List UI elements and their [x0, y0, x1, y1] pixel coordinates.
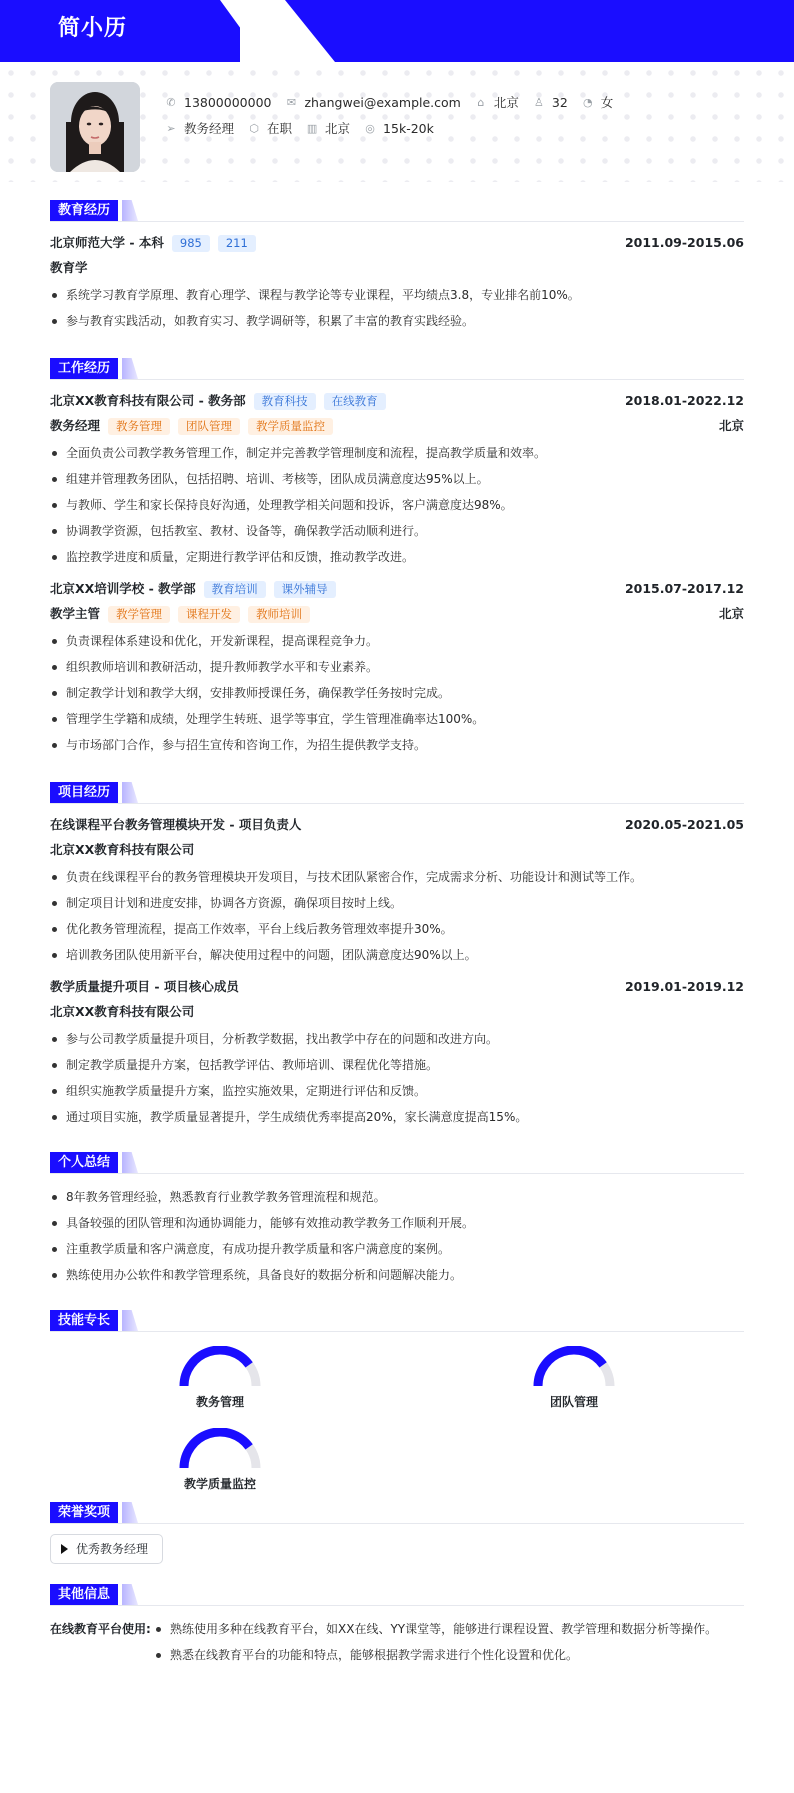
target-city-text: 北京	[325, 121, 351, 136]
bullet-list	[50, 864, 744, 968]
list-item: 通过项目实施，教学质量显著提升，学生成绩优秀率提高20%，家长满意度提高15%。	[50, 1104, 744, 1130]
skills-header	[50, 1310, 744, 1332]
award-chip	[50, 1534, 163, 1564]
list-item: 8年教务管理经验，熟悉教育行业教学教务管理流程和规范。	[50, 1184, 744, 1210]
list-item: 组织实施教学质量提升方案，监控实施效果，定期进行评估和反馈。	[50, 1078, 744, 1104]
list-item: 制定项目计划和进度安排，协调各方资源，确保项目按时上线。	[50, 890, 744, 916]
company-name: 北京XX培训学校 - 教学部	[50, 581, 196, 597]
phone-item	[165, 94, 271, 112]
other-section	[0, 1584, 794, 1668]
school-name: 北京师范大学 - 本科	[50, 235, 164, 251]
list-item: 熟悉在线教育平台的功能和特点，能够根据教学需求进行个性化设置和优化。	[154, 1642, 717, 1668]
skills-section	[0, 1310, 794, 1492]
honors-header	[50, 1502, 744, 1524]
age-text: 32	[551, 95, 568, 110]
skill-label: 教学质量监控	[183, 1477, 256, 1491]
send-icon: ➢	[166, 121, 176, 135]
list-item: 监控教学进度和质量，定期进行教学评估和反馈，推动教学改进。	[50, 544, 744, 570]
gender-item	[582, 94, 614, 112]
date-range: 2019.01-2019.12	[624, 979, 744, 995]
skill-badge: 团队管理	[178, 418, 240, 435]
projects-section	[0, 782, 794, 1130]
skill-gauge	[175, 1428, 265, 1472]
skill-label: 教务管理	[195, 1395, 244, 1409]
job-location: 北京	[718, 418, 744, 434]
tag-badge: 教育培训	[204, 581, 266, 598]
phone-text: 13800000000	[184, 95, 272, 110]
project-company: 北京XX教育科技有限公司	[50, 842, 195, 858]
skill-label: 团队管理	[549, 1395, 598, 1409]
building-icon: ▥	[306, 121, 318, 135]
job-location: 北京	[718, 606, 744, 622]
date-range: 2020.05-2021.05	[624, 817, 744, 833]
app-title: 简小历	[58, 16, 128, 41]
skill-badge: 教学管理	[108, 606, 170, 623]
tag-badge: 在线教育	[324, 393, 386, 410]
summary-section	[0, 1152, 794, 1288]
summary-header	[50, 1152, 744, 1174]
skill-badge: 教务管理	[108, 418, 170, 435]
profile-card	[0, 62, 794, 182]
section-title-accent	[122, 358, 138, 379]
bullet-list	[50, 440, 744, 570]
bullet-list	[50, 1026, 744, 1130]
section-title-accent	[122, 1152, 138, 1173]
target-role-text: 教务经理	[184, 121, 235, 136]
target-city-item	[306, 120, 350, 138]
list-item: 具备较强的团队管理和沟通协调能力，能够有效推动教学教务工作顺利开展。	[50, 1210, 744, 1236]
section-title-accent	[122, 1584, 138, 1605]
honors-section	[0, 1502, 794, 1564]
list-item: 全面负责公司教学教务管理工作，制定并完善教学管理制度和流程，提高教学质量和效率。	[50, 440, 744, 466]
profile-row-intent	[165, 120, 448, 138]
education-header	[50, 200, 744, 222]
project-name: 在线课程平台教务管理模块开发 - 项目负责人	[50, 817, 302, 833]
city-text: 北京	[493, 95, 519, 110]
tag-badge: 课外辅导	[274, 581, 336, 598]
skill-badge: 课程开发	[178, 606, 240, 623]
banner-fill-right	[240, 0, 794, 62]
section-title-accent	[122, 782, 138, 803]
date-range: 2018.01-2022.12	[624, 393, 744, 409]
tag-badge: 教育科技	[254, 393, 316, 410]
list-item: 系统学习教育学原理、教育心理学、课程与教学论等专业课程，平均绩点3.8，专业排名前10%。	[50, 282, 744, 308]
list-item: 熟练使用办公软件和教学管理系统，具备良好的数据分析和问题解决能力。	[50, 1262, 744, 1288]
section-title: 技能专长	[50, 1310, 118, 1331]
list-item: 管理学生学籍和成绩，处理学生转班、退学等事宜，学生管理准确率达100%。	[50, 706, 744, 732]
gender-text: 女	[600, 95, 614, 110]
salary-item	[364, 120, 434, 138]
skill-badge: 教师培训	[248, 606, 310, 623]
bullet-list	[50, 628, 744, 758]
job-role: 教务经理	[50, 418, 101, 434]
other-label: 在线教育平台使用:	[50, 1622, 151, 1636]
gender-icon: ◔	[582, 95, 593, 109]
list-item: 熟练使用多种在线教育平台，如XX在线、YY课堂等，能够进行课程设置、教学管理和数据分析等操作。	[154, 1616, 717, 1642]
other-row	[50, 1616, 744, 1668]
section-title: 工作经历	[50, 358, 118, 379]
skill-item	[504, 1346, 644, 1411]
list-item: 负责在线课程平台的教务管理模块开发项目，与技术团队紧密合作，完成需求分析、功能设计和测试等工作。	[50, 864, 744, 890]
date-range: 2011.09-2015.06	[624, 235, 744, 251]
list-item: 组织教师培训和教研活动，提升教师教学水平和专业素养。	[50, 654, 744, 680]
skills-grid	[50, 1342, 744, 1492]
bullet-list	[154, 1616, 717, 1668]
work-section	[0, 358, 794, 758]
skill-item	[150, 1428, 290, 1493]
hexagon-icon: ⬡	[249, 121, 259, 135]
award-label: 优秀教务经理	[76, 1541, 149, 1556]
section-title: 其他信息	[50, 1584, 118, 1605]
company-name: 北京XX教育科技有限公司 - 教务部	[50, 393, 246, 409]
other-header	[50, 1584, 744, 1606]
education-section	[0, 200, 794, 334]
list-item: 注重教学质量和客户满意度，有成功提升教学质量和客户满意度的案例。	[50, 1236, 744, 1262]
job-role: 教学主管	[50, 606, 101, 622]
section-title-accent	[122, 1310, 138, 1331]
mail-icon: ✉	[286, 95, 297, 109]
skill-gauge	[529, 1346, 619, 1390]
section-title: 教育经历	[50, 200, 118, 221]
list-item: 负责课程体系建设和优化，开发新课程，提高课程竞争力。	[50, 628, 744, 654]
bullet-list	[50, 1184, 744, 1288]
salary-text: 15k-20k	[383, 121, 434, 136]
play-icon	[61, 1544, 68, 1554]
list-item: 与教师、学生和家长保持良好沟通，处理教学相关问题和投诉，客户满意度达98%。	[50, 492, 744, 518]
skill-item	[150, 1346, 290, 1411]
profile-row-contact	[165, 94, 627, 112]
list-item: 组建并管理教务团队，包括招聘、培训、考核等，团队成员满意度达95%以上。	[50, 466, 744, 492]
project-company: 北京XX教育科技有限公司	[50, 1004, 195, 1020]
skill-gauge	[175, 1346, 265, 1390]
target-role-item	[165, 120, 234, 138]
section-title-accent	[122, 200, 138, 221]
projects-header	[50, 782, 744, 804]
list-item: 参与公司教学质量提升项目，分析教学数据，找出教学中存在的问题和改进方向。	[50, 1026, 744, 1052]
bullet-list	[50, 282, 744, 334]
avatar	[50, 82, 140, 172]
date-range: 2015.07-2017.12	[624, 581, 744, 597]
status-item	[248, 120, 292, 138]
list-item: 培训教务团队使用新平台，解决使用过程中的问题，团队满意度达90%以上。	[50, 942, 744, 968]
list-item: 制定教学计划和教学大纲，安排教师授课任务，确保教学任务按时完成。	[50, 680, 744, 706]
project-name: 教学质量提升项目 - 项目核心成员	[50, 979, 239, 995]
cake-icon: ♙	[533, 95, 544, 109]
email-item	[285, 94, 460, 112]
tag-badge: 211	[218, 235, 256, 252]
tag-badge: 985	[172, 235, 210, 252]
status-text: 在职	[267, 121, 293, 136]
age-item	[533, 94, 568, 112]
section-title: 个人总结	[50, 1152, 118, 1173]
list-item: 优化教务管理流程，提高工作效率，平台上线后教务管理效率提升30%。	[50, 916, 744, 942]
section-title: 项目经历	[50, 782, 118, 803]
list-item: 制定教学质量提升方案，包括教学评估、教师培训、课程优化等措施。	[50, 1052, 744, 1078]
list-item: 参与教育实践活动，如教育实习、教学调研等，积累了丰富的教育实践经验。	[50, 308, 744, 334]
section-title-accent	[122, 1502, 138, 1523]
list-item: 与市场部门合作，参与招生宣传和咨询工作，为招生提供教学支持。	[50, 732, 744, 758]
header-banner	[0, 0, 794, 62]
list-item: 协调教学资源，包括教室、教材、设备等，确保教学活动顺利进行。	[50, 518, 744, 544]
phone-icon: ✆	[166, 95, 176, 109]
section-title: 荣誉奖项	[50, 1502, 118, 1523]
skill-badge: 教学质量监控	[248, 418, 333, 435]
work-header	[50, 358, 744, 380]
home-icon: ⌂	[477, 95, 485, 109]
coin-icon: ◎	[365, 121, 375, 135]
city-item	[475, 94, 519, 112]
major: 教育学	[50, 260, 88, 276]
email-text: zhangwei@example.com	[304, 95, 461, 110]
